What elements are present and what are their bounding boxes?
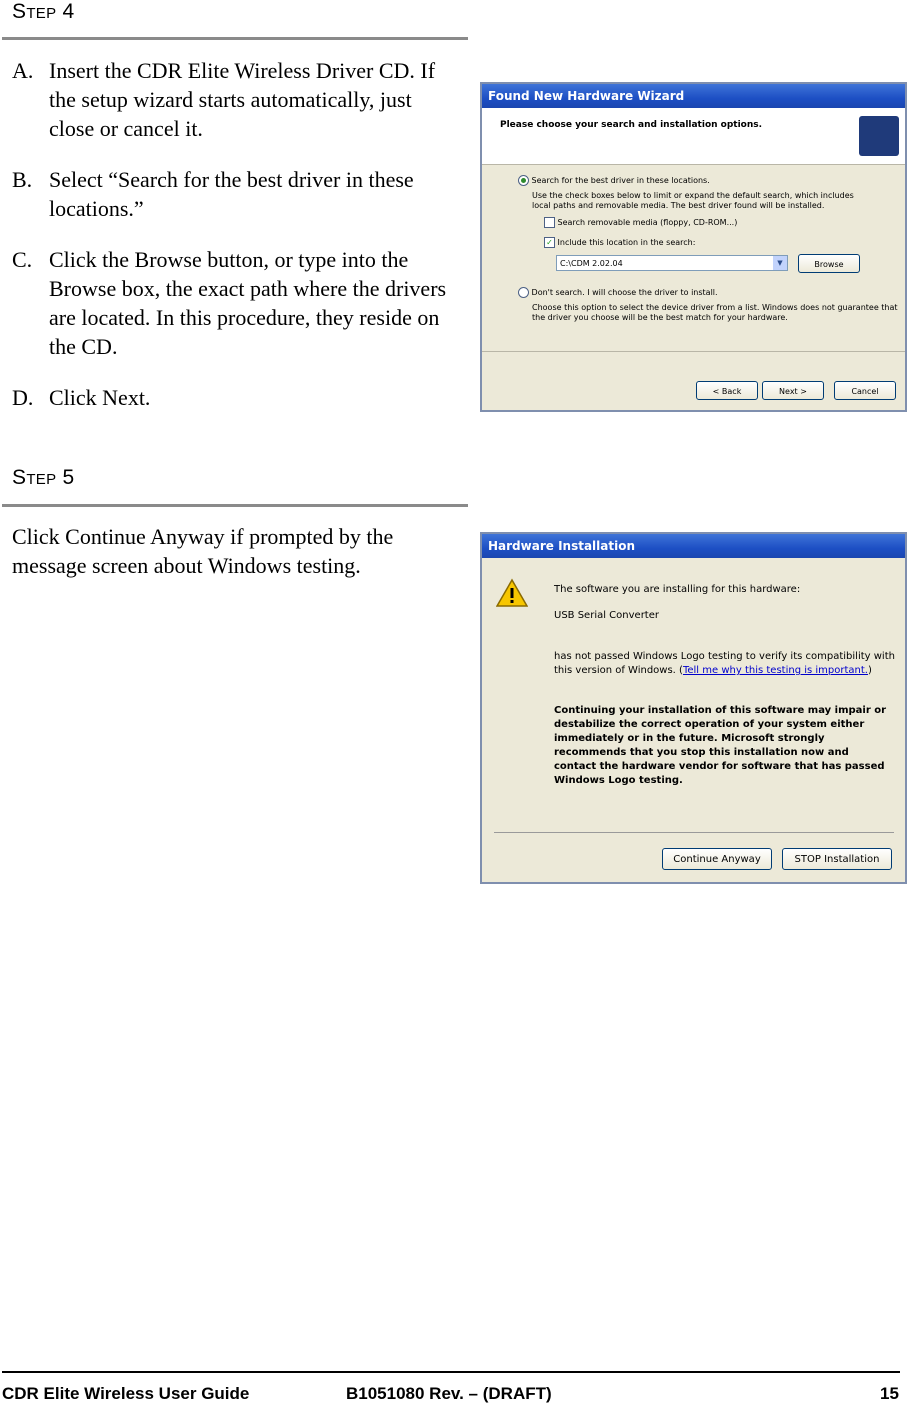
include-location-label: Include this location in the search:: [557, 238, 696, 247]
heading-number: 5: [62, 466, 75, 489]
option-dont-label: Don't search. I will choose the driver to install.: [531, 288, 718, 297]
step-5-rule: [2, 504, 468, 507]
next-button[interactable]: Next >: [762, 381, 824, 400]
heading-rest: TEP: [26, 5, 57, 22]
hardware-installation-screenshot: [480, 532, 907, 884]
warning-icon: [496, 578, 528, 608]
path-combo[interactable]: [556, 255, 788, 271]
step-item: [12, 245, 462, 361]
footer-guide-title: CDR Elite Wireless User Guide: [2, 1384, 250, 1403]
path-value: C:\CDM 2.02.04: [560, 259, 623, 268]
wizard-titlebar: Found New Hardware Wizard: [482, 84, 905, 108]
wizard-header-text: Please choose your search and installation options.: [500, 120, 763, 130]
removable-media-label: Search removable media (floppy, CD-ROM...): [557, 218, 738, 227]
search-description: Use the check boxes below to limit or expand the default search, which includes local paths and removable media. The best driver found will be installed.: [532, 191, 854, 210]
footer-doc-number: B1051080 Rev. – (DRAFT): [346, 1384, 552, 1403]
step-item: [12, 383, 462, 412]
hwdialog-line1: The software you are installing for this hardware:: [554, 584, 801, 595]
hwdialog-line2: has not passed Windows Logo testing to verify its compatibility with this version of Windows. (Tell me why this testing is important.): [554, 651, 895, 676]
continue-anyway-button[interactable]: Continue Anyway: [662, 848, 772, 870]
footer-rule: [2, 1371, 900, 1373]
back-button[interactable]: < Back: [696, 381, 758, 400]
cancel-button[interactable]: Cancel: [834, 381, 896, 400]
hwdialog-line2-text: has not passed Windows Logo testing to verify its compatibility with this version of Windows.: [554, 651, 895, 676]
step-letter: D.: [12, 385, 34, 410]
step-4-list: [12, 56, 462, 434]
page-number: 15: [880, 1384, 899, 1403]
browse-button[interactable]: Browse: [798, 254, 860, 273]
step-4-rule: [2, 37, 468, 40]
wizard-header: [482, 108, 905, 165]
checkbox-checked-icon[interactable]: ✓: [544, 237, 555, 248]
hardware-wizard-screenshot: [480, 82, 907, 412]
heading-initial: S: [12, 466, 27, 489]
step-text: Insert the CDR Elite Wireless Driver CD. If the setup wizard starts automatically, just close or cancel it.: [49, 58, 436, 141]
stop-installation-button[interactable]: STOP Installation: [782, 848, 892, 870]
heading-number: 4: [62, 0, 75, 23]
heading-initial: S: [12, 0, 27, 23]
hwdialog-warning: Continuing your installation of this software may impair or destabilize the correct operation of your system either immediately or in the future. Microsoft strongly recommends that you stop this installation now and contact the hardware vendor for software that has passed Windows Logo testing.: [554, 705, 887, 786]
step-item: [12, 56, 462, 143]
dont-description: Choose this option to select the device driver from a list. Windows does not guarantee that the driver you choose will be the best match for your hardware.: [532, 303, 898, 322]
hwdialog-divider: [494, 832, 894, 833]
option-search[interactable]: [518, 175, 878, 186]
step-text: Click the Browse button, or type into the Browse box, the exact path where the drivers are located. In this procedure, they reside on the CD.: [49, 247, 447, 359]
step-text: Click Next.: [49, 385, 151, 410]
step-letter: C.: [12, 247, 33, 272]
chevron-down-icon[interactable]: ▼: [773, 256, 787, 270]
radio-unselected-icon[interactable]: [518, 287, 529, 298]
testing-info-link[interactable]: Tell me why this testing is important.: [682, 665, 868, 676]
step-letter: A.: [12, 58, 34, 83]
hardware-wizard-icon: [859, 116, 899, 156]
step-4-heading: [12, 0, 75, 24]
removable-media-checkbox[interactable]: [544, 217, 737, 228]
step-letter: B.: [12, 167, 33, 192]
option-search-label: Search for the best driver in these locations.: [531, 176, 710, 185]
heading-rest: TEP: [26, 471, 57, 488]
wizard-divider: [482, 351, 907, 352]
step-5-heading: [12, 466, 75, 490]
checkbox-unchecked-icon[interactable]: [544, 217, 555, 228]
hwdialog-titlebar: Hardware Installation: [482, 534, 905, 558]
include-location-checkbox[interactable]: [544, 237, 695, 248]
radio-selected-icon[interactable]: [518, 175, 529, 186]
step-5-text: Click Continue Anyway if prompted by the message screen about Windows testing.: [12, 524, 394, 578]
device-name: USB Serial Converter: [554, 610, 659, 621]
step-item: [12, 165, 462, 223]
step-text: Select “Search for the best driver in these locations.”: [49, 167, 414, 221]
option-dont-search[interactable]: [518, 287, 878, 298]
